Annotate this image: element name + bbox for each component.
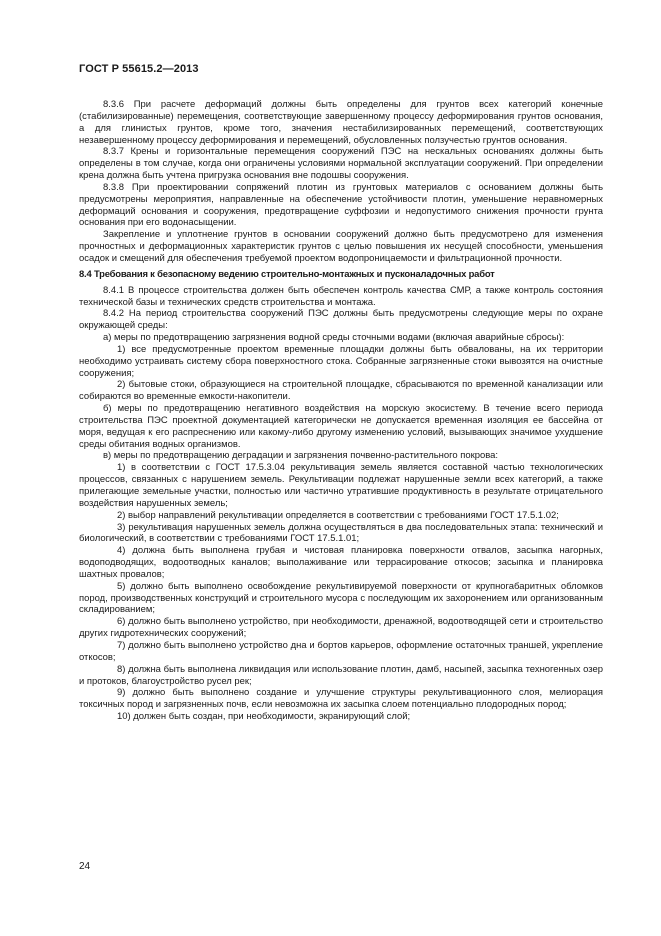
list-item-v-7: 7) должно быть выполнено устройство дна и бортов карьеров, оформление остаточных траншей, укрепление откосов;: [79, 639, 603, 663]
list-item-a-1: 1) все предусмотренные проектом временные площадки должны быть обвалованы, на их территории необходимо устраивать систему сбора поверхностного стока. Собранные загрязненные стоки вывозятся на очистные сооружения;: [79, 343, 603, 379]
paragraph-8-4-2: 8.4.2 На период строительства сооружений ПЭС должны быть предусмотрены следующие меры по охране окружающей среды:: [79, 308, 603, 332]
paragraph-8-3-7: 8.3.7 Крены и горизонтальные перемещения сооружений ПЭС на нескальных основаниях должны быть определены в том случае, когда они ограничены условиями нормальной эксплуатации сооружений. При определении крена должна быть учтена пригрузка основания вне подошвы сооружения.: [79, 146, 603, 182]
list-item-a: а) меры по предотвращению загрязнения водной среды сточными водами (включая аварийные сбросы):: [103, 332, 565, 344]
list-item-v-1: 1) в соответствии с ГОСТ 17.5.3.04 рекультивация земель является составной частью технологических процессов, связанных с нарушением земель. Рекультивации подлежат нарушенные земли всех категорий, а также прилегающие земельные участки, полностью или частично утратившие продуктивность в результате отрицательного воздействия нарушенных земель;: [79, 462, 603, 509]
list-item-v-3: 3) рекультивация нарушенных земель должна осуществляться в два последовательных этапа: технический и биологический, в соответствии с требованиями ГОСТ 17.5.1.01;: [79, 521, 603, 545]
document-header: ГОСТ Р 55615.2—2013: [79, 63, 199, 75]
list-item-a-2: 2) бытовые стоки, образующиеся на строительной площадке, сбрасываются по временной канализации или собираются во временные емкости-накопители.: [79, 379, 603, 403]
list-item-v-2: 2) выбор направлений рекультивации определяется в соответствии с требованиями ГОСТ 17.5.1.02;: [117, 509, 559, 521]
paragraph-8-3-6: 8.3.6 При расчете деформаций должны быть определены для грунтов всех категорий конечные (стабилизированные) перемещения, соответствующие завершенному процессу деформирования грунтов основания, а для глинистых грунтов, кроме того, значения нестабилизированных перемещений, соответствующих незавершенному процессу деформирования и перемещений, обусловленных ползучестью грунтов основания.: [79, 99, 603, 146]
paragraph-soil-consolidation: Закрепление и уплотнение грунтов в основании сооружений должно быть предусмотрено для изменения прочностных и деформационных характеристик грунтов с целью повышения их несущей способности, уменьшения осадок и смещений для обеспечения требуемой проектом водопроницаемости и фильтрационной прочности.: [79, 229, 603, 264]
section-heading-8-4: 8.4 Требования к безопасному ведению строительно-монтажных и пусконаладочных работ: [79, 268, 495, 280]
document-body: [79, 99, 603, 723]
list-item-v-9: 9) должно быть выполнено создание и улучшение структуры рекультивационного слоя, мелиорация токсичных пород и загрязненных почв, если невозможна их засыпка слоем потенциально плодородных пород;: [79, 687, 603, 711]
list-item-v-8: 8) должна быть выполнена ликвидация или использование плотин, дамб, насыпей, засыпка техногенных озер и протоков, благоустройство русел рек;: [79, 663, 603, 687]
list-item-v-4: 4) должна быть выполнена грубая и чистовая планировка поверхности отвалов, засыпка нагорных, водоподводящих, водоотводных каналов; выполаживание или террасирование откосов; засыпка и планировка шахтных провалов;: [79, 545, 603, 580]
list-item-v-10: 10) должен быть создан, при необходимости, экранирующий слой;: [117, 711, 411, 723]
list-item-b: б) меры по предотвращению негативного воздействия на морскую экосистему. В течение всего периода строительства ПЭС проектной документацией категорически не допускается временная изоляция ее бассейна от моря, ведущая к его распреснению или какому-либо другому изменению условий, вызывающих значимое ухудшение среды обитания водных организмов.: [79, 403, 603, 450]
list-item-v: в) меры по предотвращению деградации и загрязнения почвенно-растительного покрова:: [103, 450, 498, 462]
list-item-v-6: 6) должно быть выполнено устройство, при необходимости, дренажной, водоотводящей сети и строительство других гидротехнических сооружений;: [79, 616, 603, 640]
list-item-v-5: 5) должно быть выполнено освобождение рекультивируемой поверхности от крупногабаритных обломков пород, производственных конструкций и строительного мусора с последующим их захоронением или организованным складированием;: [79, 580, 603, 616]
paragraph-8-4-1: 8.4.1 В процессе строительства должен быть обеспечен контроль качества СМР, а также контроль состояния технической базы и технических средств строительства и монтажа.: [79, 284, 603, 308]
paragraph-8-3-8: 8.3.8 При проектировании сопряжений плотин из грунтовых материалов с основанием должны быть предусмотрены мероприятия, направленные на обеспечение устойчивости плотин, уменьшение неравномерных деформаций основания и сооружения, предотвращение суффозии и недопустимого снижения прочности грунта основания при его водонасыщении.: [79, 181, 603, 229]
page-number: 24: [79, 861, 91, 872]
